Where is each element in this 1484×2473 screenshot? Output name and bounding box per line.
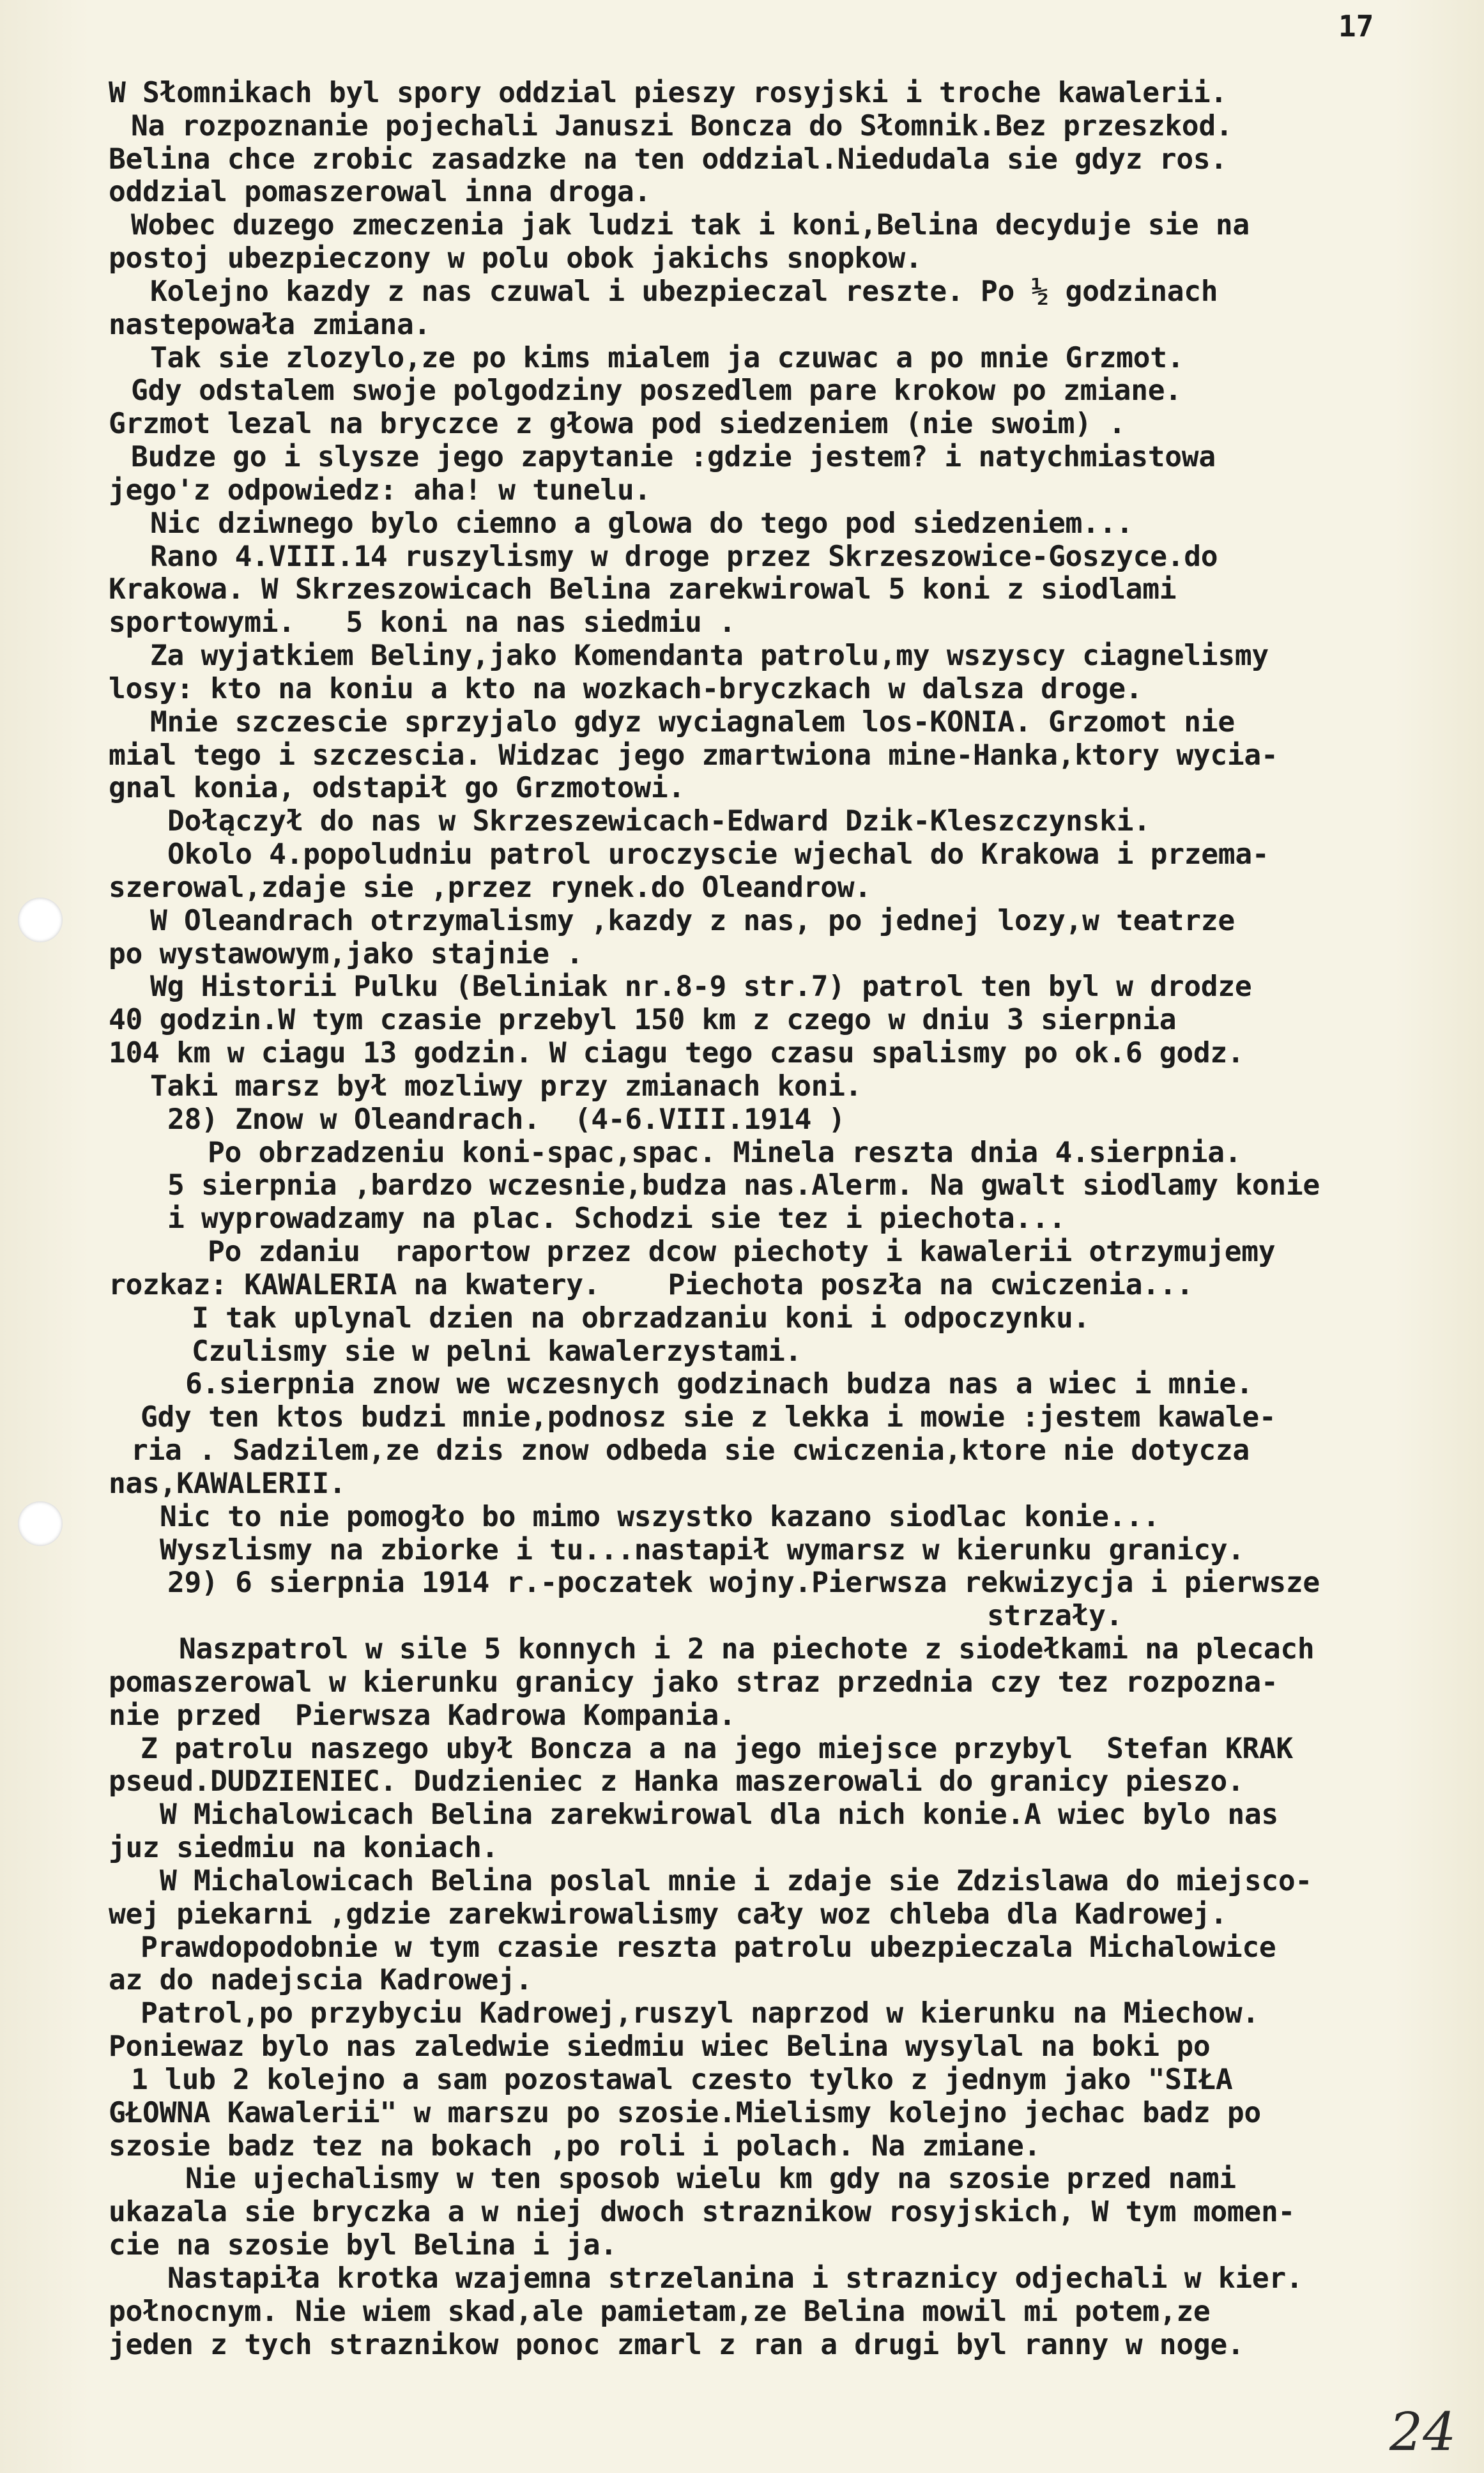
text-line: Patrol,po przybyciu Kadrowej,ruszyl naprzod w kierunku na Miechow. xyxy=(141,1996,1259,2030)
text-line: W Słomnikach byl spory oddzial pieszy rosyjski i troche kawalerii. xyxy=(109,76,1227,109)
text-line: Wobec duzego zmeczenia jak ludzi tak i koni,Belina decyduje sie na xyxy=(131,208,1250,242)
text-line: Wg Historii Pulku (Beliniak nr.8-9 str.7) patrol ten byl w drodze xyxy=(150,970,1252,1004)
text-line: Dołączył do nas w Skrzeszewicach-Edward Dzik-Kleszczynski. xyxy=(167,804,1151,838)
handwritten-page-number: 24 xyxy=(1389,2402,1457,2463)
text-line: GŁOWNA Kawalerii" w marszu po szosie.Mielismy kolejno jechac badz po xyxy=(109,2095,1261,2129)
text-line: Nie ujechalismy w ten sposob wielu km gdy na szosie przed nami xyxy=(185,2162,1236,2196)
text-line: Tak sie zlozylo,ze po kims mialem ja czuwac a po mnie Grzmot. xyxy=(150,341,1184,374)
text-line: pomaszerowal w kierunku granicy jako straz przednia czy tez rozpozna- xyxy=(109,1665,1278,1699)
punch-hole-top xyxy=(18,898,63,942)
page-number: 17 xyxy=(1338,9,1374,43)
text-line: postoj ubezpieczony w polu obok jakichs snopkow. xyxy=(109,241,922,275)
text-line: i wyprowadzamy na plac. Schodzi sie tez i piechota... xyxy=(167,1202,1066,1236)
text-line: Na rozpoznanie pojechali Januszi Boncza do Słomnik.Bez przeszkod. xyxy=(131,109,1233,142)
text-line: szosie badz tez na bokach ,po roli i polach. Na zmiane. xyxy=(109,2129,1041,2163)
text-line: W Michalowicach Belina poslal mnie i zdaje sie Zdzislawa do miejsco- xyxy=(160,1864,1312,1897)
text-line: ukazala sie bryczka a w niej dwoch straznikow rosyjskich, W tym momen- xyxy=(109,2195,1296,2229)
text-line: 1 lub 2 kolejno a sam pozostawal czesto tylko z jednym jako "SIŁA xyxy=(131,2062,1233,2096)
text-line: 104 km w ciagu 13 godzin. W ciagu tego czasu spalismy po ok.6 godz. xyxy=(109,1036,1244,1070)
text-line: cie na szosie byl Belina i ja. xyxy=(109,2228,617,2262)
text-line: Grzmot lezal na bryczce z głowa pod siedzeniem (nie swoim) . xyxy=(109,407,1126,441)
text-line: Rano 4.VIII.14 ruszylismy w droge przez Skrzeszowice-Goszyce.do xyxy=(150,539,1218,573)
text-line: Prawdopodobnie w tym czasie reszta patrolu ubezpieczala Michalowice xyxy=(141,1930,1276,1964)
text-line: Nic to nie pomogło bo mimo wszystko kazano siodlac konie... xyxy=(160,1499,1160,1533)
text-line: Po zdaniu raportow przez dcow piechoty i kawalerii otrzymujemy xyxy=(208,1235,1276,1269)
text-line: Za wyjatkiem Beliny,jako Komendanta patrolu,my wszyscy ciagnelismy xyxy=(150,639,1269,673)
text-line: połnocnym. Nie wiem skad,ale pamietam,ze Belina mowil mi potem,ze xyxy=(109,2294,1211,2328)
section-heading-29: 29) 6 sierpnia 1914 r.-poczatek wojny.Pierwsza rekwizycja i pierwsze xyxy=(167,1566,1320,1600)
text-line: Okolo 4.popoludniu patrol uroczyscie wjechal do Krakowa i przema- xyxy=(167,838,1269,871)
text-line: W Michalowicach Belina zarekwirowal dla nich konie.A wiec bylo nas xyxy=(160,1798,1278,1832)
text-line: Budze go i slysze jego zapytanie :gdzie jestem? i natychmiastowa xyxy=(131,440,1216,474)
text-line: Gdy odstalem swoje polgodziny poszedlem pare krokow po zmiane. xyxy=(131,374,1182,408)
text-line: Belina chce zrobic zasadzke na ten oddzial.Niedudala sie gdyz ros. xyxy=(109,142,1227,176)
text-line: po wystawowym,jako stajnie . xyxy=(109,937,583,970)
text-line: Gdy ten ktos budzi mnie,podnosz sie z lekka i mowie :jestem kawale- xyxy=(141,1400,1276,1434)
text-line: I tak uplynal dzien na obrzadzaniu koni i odpoczynku. xyxy=(192,1301,1090,1335)
text-line: losy: kto na koniu a kto na wozkach-bryczkach w dalsza droge. xyxy=(109,671,1143,705)
text-line: jeden z tych straznikow ponoc zmarl z ran a drugi byl ranny w noge. xyxy=(109,2327,1244,2361)
text-line: Wyszlismy na zbiorke i tu...nastapił wymarsz w kierunku granicy. xyxy=(160,1533,1244,1566)
text-line: Czulismy sie w pelni kawalerzystami. xyxy=(192,1334,802,1368)
text-line: Kolejno kazdy z nas czuwal i ubezpieczal reszte. Po ½ godzinach xyxy=(150,274,1218,308)
text-line: ria . Sadzilem,ze dzis znow odbeda sie cwiczenia,ktore nie dotycza xyxy=(131,1434,1250,1467)
text-line: Taki marsz był mozliwy przy zmianach koni. xyxy=(150,1069,862,1103)
text-line: nastepowała zmiana. xyxy=(109,307,431,341)
text-line: szerowal,zdaje sie ,przez rynek.do Oleandrow. xyxy=(109,870,871,904)
text-line: juz siedmiu na koniach. xyxy=(109,1831,499,1865)
text-line: sportowymi. 5 koni na nas siedmiu . xyxy=(109,606,736,639)
text-line: Po obrzadzeniu koni-spac,spac. Minela reszta dnia 4.sierpnia. xyxy=(208,1135,1242,1169)
section-heading-29-cont: strzały. xyxy=(987,1599,1123,1633)
text-line: rozkaz: KAWALERIA na kwatery. Piechota poszła na cwiczenia... xyxy=(109,1267,1193,1301)
text-line: Krakowa. W Skrzeszowicach Belina zarekwirowal 5 koni z siodlami xyxy=(109,572,1177,606)
text-line: Nic dziwnego bylo ciemno a glowa do tego pod siedzeniem... xyxy=(150,506,1133,540)
text-line: jego'z odpowiedz: aha! w tunelu. xyxy=(109,473,651,507)
text-line: 6.sierpnia znow we wczesnych godzinach budza nas a wiec i mnie. xyxy=(185,1367,1253,1401)
text-line: Mnie szczescie sprzyjalo gdyz wyciagnalem los-KONIA. Grzomot nie xyxy=(150,705,1235,739)
text-line: 5 sierpnia ,bardzo wczesnie,budza nas.Alerm. Na gwalt siodlamy konie xyxy=(167,1168,1320,1202)
text-line: mial tego i szczescia. Widzac jego zmartwiona mine-Hanka,ktory wycia- xyxy=(109,738,1278,772)
section-heading-28: 28) Znow w Oleandrach. (4-6.VIII.1914 ) xyxy=(167,1102,846,1136)
text-line: nie przed Pierwsza Kadrowa Kompania. xyxy=(109,1698,736,1732)
text-line: pseud.DUDZIENIEC. Dudzieniec z Hanka maszerowali do granicy pieszo. xyxy=(109,1765,1244,1798)
text-line: Z patrolu naszego ubył Boncza a na jego miejsce przybyl Stefan KRAK xyxy=(141,1731,1293,1765)
text-line: gnal konia, odstapił go Grzmotowi. xyxy=(109,771,685,805)
text-line: Poniewaz bylo nas zaledwie siedmiu wiec Belina wysylal na boki po xyxy=(109,2030,1211,2063)
text-line: W Oleandrach otrzymalismy ,kazdy z nas, po jednej lozy,w teatrze xyxy=(150,903,1235,937)
punch-hole-bottom xyxy=(18,1501,63,1546)
text-line: Naszpatrol w sile 5 konnych i 2 na piechote z siodełkami na plecach xyxy=(179,1632,1315,1666)
text-line: nas,KAWALERII. xyxy=(109,1466,346,1500)
text-line: Nastapiła krotka wzajemna strzelanina i straznicy odjechali w kier. xyxy=(167,2261,1303,2295)
text-line: wej piekarni ,gdzie zarekwirowalismy cały woz chleba dla Kadrowej. xyxy=(109,1897,1227,1931)
text-line: az do nadejscia Kadrowej. xyxy=(109,1963,533,1997)
text-line: oddzial pomaszerowal inna droga. xyxy=(109,175,651,209)
text-line: 40 godzin.W tym czasie przebyl 150 km z czego w dniu 3 sierpnia xyxy=(109,1003,1177,1037)
